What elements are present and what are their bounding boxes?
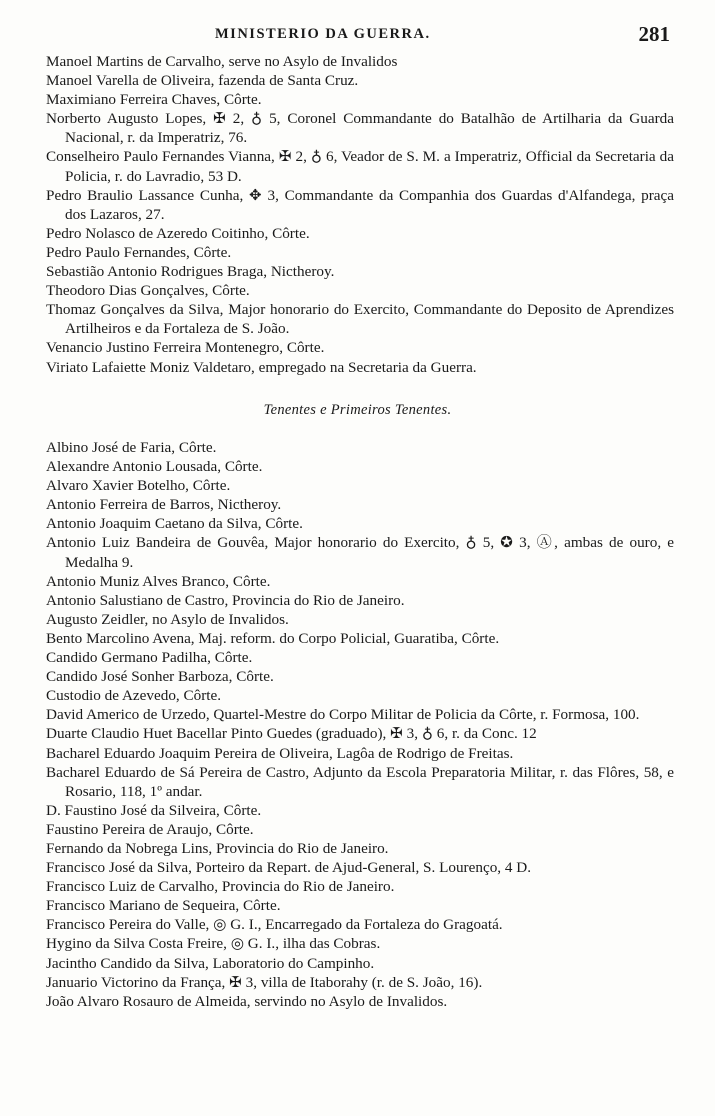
list-entry: Custodio de Azevedo, Côrte. (46, 687, 222, 705)
list-entry: Francisco Mariano de Sequeira, Côrte. (46, 897, 281, 915)
list-entry: Antonio Muniz Alves Branco, Côrte. (46, 572, 271, 590)
list-entry: Francisco Pereira do Valle, ◎ G. I., Encarregado da Fortaleza do Gragoatá. (46, 916, 503, 934)
list-entry: Antonio Salustiano de Castro, Provincia do Rio de Janeiro. (46, 591, 405, 609)
list-entry: Duarte Claudio Huet Bacellar Pinto Guedes (graduado), ✠ 3, ♁ 6, r. da Conc. 12 (46, 725, 537, 743)
list-entry: Maximiano Ferreira Chaves, Côrte. (46, 91, 262, 109)
list-entry: Bento Marcolino Avena, Maj. reform. do Corpo Policial, Guaratiba, Côrte. (46, 629, 500, 647)
list-entry: Sebastião Antonio Rodrigues Braga, Nictheroy. (46, 263, 335, 281)
list-entry: Conselheiro Paulo Fernandes Vianna, ✠ 2, ♁ 6, Veador de S. M. a Imperatriz, Official da Secretaria da Policia, r. do Lavradio, 53 D. (46, 148, 674, 185)
page-header (0, 22, 715, 46)
section-heading: Tenentes e Primeiros Tenentes. (263, 402, 452, 418)
list-entry: Viriato Lafaiette Moniz Valdetaro, empregado na Secretaria da Guerra. (46, 358, 477, 376)
list-entry: Pedro Braulio Lassance Cunha, ✥ 3, Commandante da Companhia dos Guardas d'Alfandega, praça dos Lazaros, 27. (46, 186, 674, 223)
page-number: 281 (638, 22, 670, 46)
list-entry: Theodoro Dias Gonçalves, Côrte. (46, 282, 250, 300)
list-entry: Manoel Varella de Oliveira, fazenda de Santa Cruz. (46, 72, 359, 90)
list-entry: Thomaz Gonçalves da Silva, Major honorario do Exercito, Commandante do Deposito de Aprendizes Artilheiros e da Fortaleza de S. João. (46, 301, 674, 338)
list-entry: Manoel Martins de Carvalho, serve no Asylo de Invalidos (46, 53, 398, 70)
list-entry: Bacharel Eduardo Joaquim Pereira de Oliveira, Lagôa de Rodrigo de Freitas. (46, 744, 514, 762)
list-entry: Antonio Joaquim Caetano da Silva, Côrte. (46, 515, 303, 533)
list-entry: Francisco Luiz de Carvalho, Provincia do Rio de Janeiro. (46, 878, 395, 896)
list-entry: Pedro Nolasco de Azeredo Coitinho, Côrte. (46, 224, 310, 242)
list-entry: Jacintho Candido da Silva, Laboratorio do Campinho. (46, 954, 375, 972)
list-entry: Candido Germano Padilha, Côrte. (46, 649, 253, 667)
list-entry: Norberto Augusto Lopes, ✠ 2, ♁ 5, Coronel Commandante do Batalhão de Artilharia da Guarda Nacional, r. da Imperatriz, 76. (46, 110, 674, 147)
list-entry: D. Faustino José da Silveira, Côrte. (46, 801, 262, 819)
list-entry: David Americo de Urzedo, Quartel-Mestre do Corpo Militar de Policia da Côrte, r. Formosa, 100. (46, 706, 640, 724)
list-entry: Januario Victorino da França, ✠ 3, villa de Itaborahy (r. de S. João, 16). (46, 973, 483, 991)
list-entry: Alexandre Antonio Lousada, Côrte. (46, 458, 263, 476)
list-entry: Antonio Ferreira de Barros, Nictheroy. (46, 496, 282, 514)
list-entry: Pedro Paulo Fernandes, Côrte. (46, 243, 232, 261)
list-entry: Hygino da Silva Costa Freire, ◎ G. I., ilha das Cobras. (46, 935, 381, 953)
running-title: MINISTERIO DA GUERRA. (215, 26, 431, 42)
officer-list-top (46, 52, 674, 377)
list-entry: Albino José de Faria, Côrte. (46, 439, 217, 456)
list-entry: Fernando da Nobrega Lins, Provincia do Rio de Janeiro. (46, 839, 389, 857)
list-entry: Candido José Sonher Barboza, Côrte. (46, 668, 274, 686)
list-entry: Bacharel Eduardo de Sá Pereira de Castro, Adjunto da Escola Preparatoria Militar, r. das Flôres, 58, e Rosario, 118, 1º andar. (46, 763, 674, 800)
list-entry: Venancio Justino Ferreira Montenegro, Côrte. (46, 339, 325, 357)
list-entry: Augusto Zeidler, no Asylo de Invalidos. (46, 610, 289, 628)
list-entry: Antonio Luiz Bandeira de Gouvêa, Major honorario do Exercito, ♁ 5, ✪ 3, Ⓐ, ambas de ouro, e Medalha 9. (46, 534, 674, 571)
list-entry: Faustino Pereira de Araujo, Côrte. (46, 820, 254, 838)
list-entry: Francisco José da Silva, Porteiro da Repart. de Ajud-General, S. Lourenço, 4 D. (46, 859, 532, 877)
list-entry: Alvaro Xavier Botelho, Côrte. (46, 477, 231, 495)
officer-list-bottom (46, 438, 674, 1011)
list-entry: João Alvaro Rosauro de Almeida, servindo no Asylo de Invalidos. (46, 992, 448, 1010)
